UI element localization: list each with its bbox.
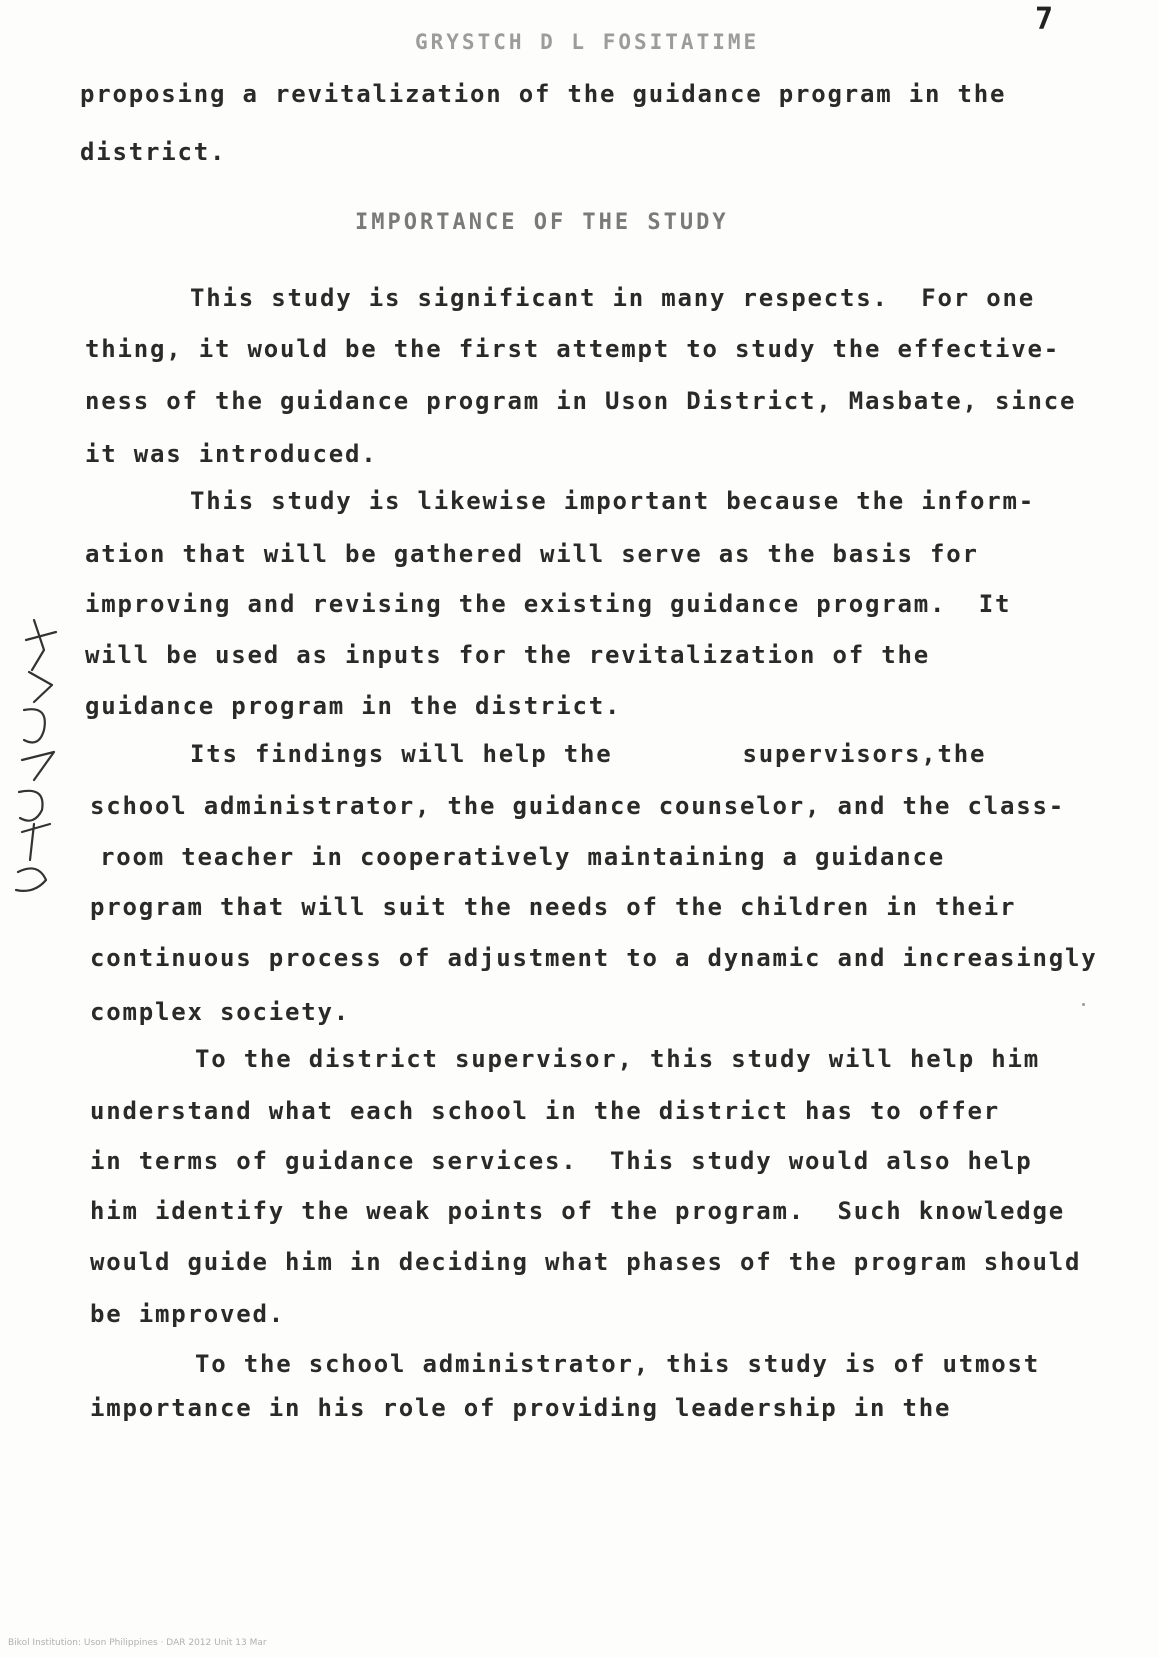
text-line: improving and revising the existing guidance program. It — [85, 590, 1012, 618]
header-stamp: GRYSTCH D L FOSITATIME — [415, 30, 760, 54]
text-line: program that will suit the needs of the children in their — [90, 893, 1017, 921]
text-line: would guide him in deciding what phases of the program should — [90, 1248, 1082, 1276]
scan-footer: Bikol Institution: Uson Philippines · DAR 2012 Unit 13 Mar — [8, 1638, 267, 1648]
text-line: guidance program in the district. — [85, 692, 622, 720]
text-line: ness of the guidance program in Uson District, Masbate, since — [85, 387, 1077, 415]
text-line: To the district supervisor, this study will help him — [195, 1045, 1040, 1073]
text-line: be improved. — [90, 1300, 285, 1328]
text-line: school administrator, the guidance counselor, and the class- — [90, 792, 1065, 820]
section-heading: IMPORTANCE OF THE STUDY — [355, 210, 729, 235]
text-line: This study is significant in many respects. For one — [190, 284, 1035, 312]
handwritten-margin-note — [4, 610, 74, 900]
text-line: This study is likewise important because the inform- — [190, 487, 1035, 515]
text-line: continuous process of adjustment to a dynamic and increasingly — [90, 944, 1098, 972]
text-line: in terms of guidance services. This study would also help — [90, 1147, 1033, 1175]
text-line: proposing a revitalization of the guidance program in the — [80, 80, 1007, 108]
text-line: thing, it would be the first attempt to study the effective- — [85, 335, 1060, 363]
text-line: him identify the weak points of the program. Such knowledge — [90, 1197, 1065, 1225]
scan-speck — [1082, 1003, 1085, 1006]
text-line: To the school administrator, this study is of utmost — [195, 1350, 1040, 1378]
text-line: district. — [80, 138, 227, 166]
text-line: understand what each school in the district has to offer — [90, 1097, 1000, 1125]
page-number: 7 — [1035, 2, 1054, 37]
text-line: Its findings will help the supervisors,the — [190, 740, 987, 768]
text-line: complex society. — [90, 998, 350, 1026]
text-line: ation that will be gathered will serve as the basis for — [85, 540, 979, 568]
text-line: will be used as inputs for the revitalization of the — [85, 641, 930, 669]
text-line: room teacher in cooperatively maintaining a guidance — [100, 843, 945, 871]
text-line: it was introduced. — [85, 440, 378, 468]
text-line: importance in his role of providing leadership in the — [90, 1394, 952, 1422]
